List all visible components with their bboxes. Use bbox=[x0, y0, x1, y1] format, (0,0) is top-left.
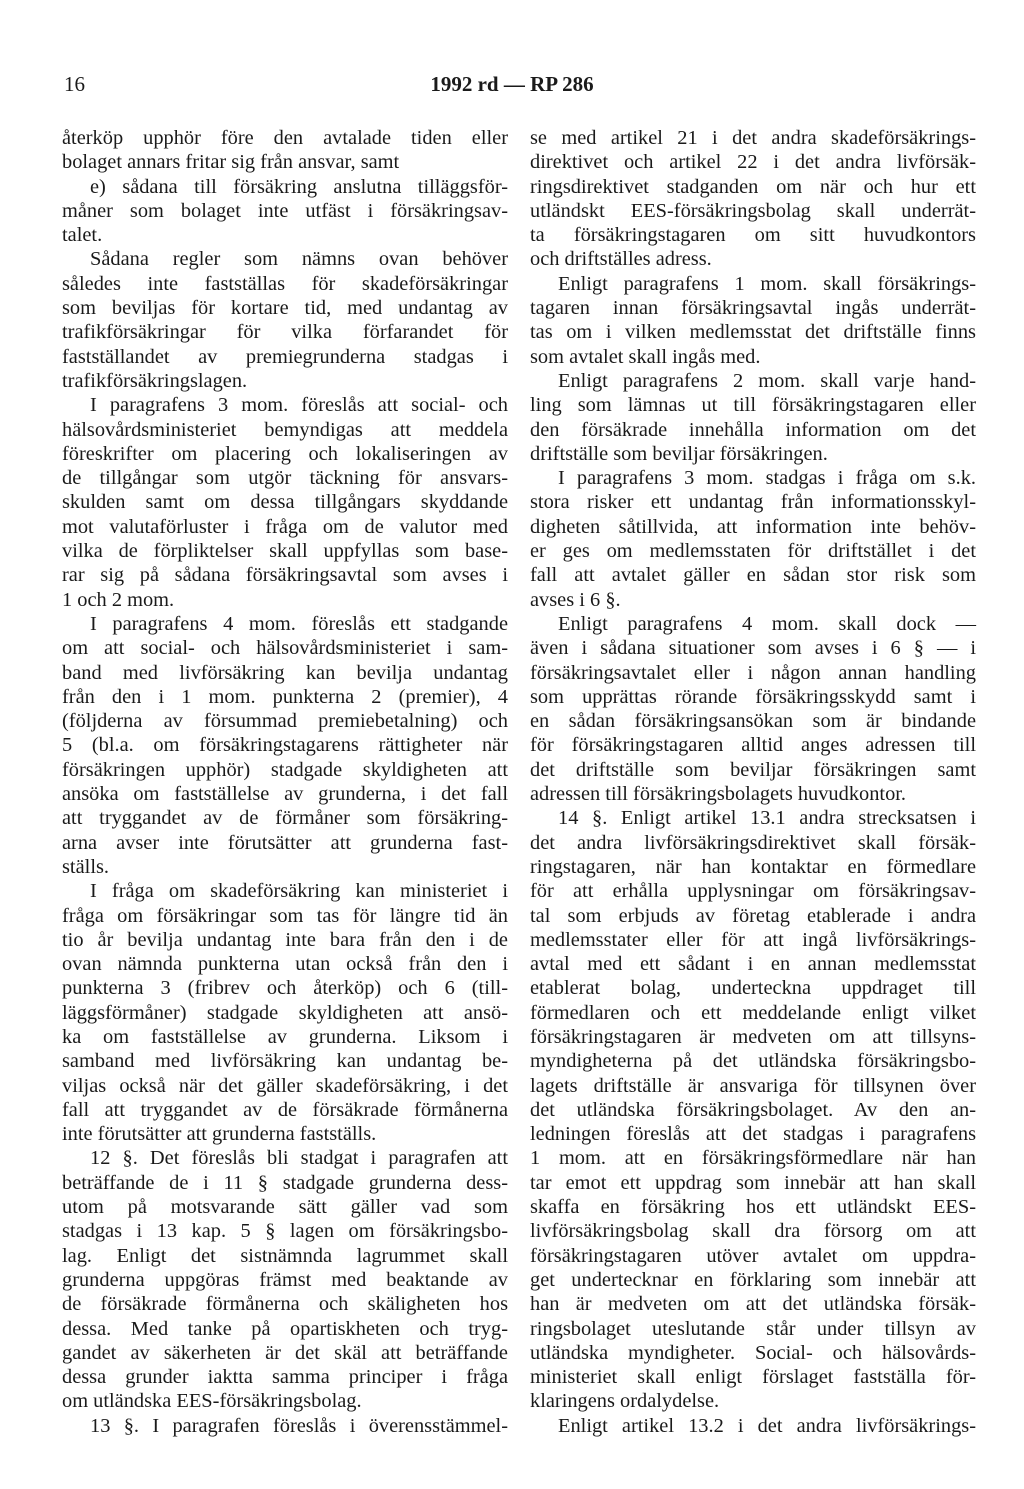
text-line: för att erhålla upplysningar om försäkringsav- bbox=[530, 880, 976, 903]
text-line: ringsbolaget uteslutande står under tillsyn av bbox=[530, 1317, 976, 1340]
text-line: ovan nämnda punkterna utan också från den i bbox=[62, 953, 508, 976]
text-line: tar emot ett uppdrag som innebär att han skall bbox=[530, 1171, 976, 1194]
text-line: Enligt paragrafens 1 mom. skall försäkrings- bbox=[558, 272, 976, 295]
text-line: han är medveten om att det utländska försäk- bbox=[530, 1293, 976, 1316]
text-line: Enligt artikel 13.2 i det andra livförsäkrings- bbox=[558, 1414, 976, 1437]
paragraph bbox=[530, 612, 976, 806]
text-line: föreskrifter om placering och lokaliseringen av bbox=[62, 442, 508, 465]
text-line: som beviljas för kortare tid, med undantag av bbox=[62, 297, 508, 320]
text-line: som upprättas rörande försäkringsskydd samt i bbox=[530, 685, 976, 708]
text-line: get undertecknar en förklaring som innebär att bbox=[530, 1268, 976, 1291]
text-line: läggsförmåner) stadgade skyldigheten att ansö- bbox=[62, 1001, 508, 1024]
text-line: klaringens ordalydelse. bbox=[530, 1390, 720, 1413]
paragraph bbox=[62, 879, 508, 1146]
right-column bbox=[530, 126, 976, 1438]
text-line: dessa. Med tanke på opartiskheten och tryg- bbox=[62, 1317, 508, 1340]
text-line: försäkringen upphör) stadgade skyldigheten att bbox=[62, 758, 508, 781]
text-line: band med livförsäkring kan bevilja undantag bbox=[62, 661, 508, 684]
page-number: 16 bbox=[64, 72, 85, 96]
text-line: samband med livförsäkring kan undantag be- bbox=[62, 1050, 508, 1073]
text-line: adressen till försäkringsbolagets huvudkontor. bbox=[530, 783, 907, 806]
text-line: I paragrafens 4 mom. föreslås ett stadgande bbox=[90, 612, 508, 635]
paragraph bbox=[62, 1146, 508, 1413]
text-line: och driftställes adress. bbox=[530, 248, 712, 271]
text-line: trafikförsäkringar för vilka förfarandet för bbox=[62, 321, 508, 344]
text-line: ling som lämnas ut till försäkringstagaren eller bbox=[530, 394, 976, 417]
paragraph bbox=[530, 369, 976, 466]
text-line: utländskt EES-försäkringsbolag skall underrät- bbox=[530, 199, 976, 222]
text-line: trafikförsäkringslagen. bbox=[62, 369, 248, 392]
text-line: det utländska försäkringsbolaget. Av den an- bbox=[530, 1098, 976, 1121]
text-line: livförsäkringsbolag skall dra försorg om att bbox=[530, 1220, 976, 1243]
text-line: hälsovårdsministeriet bemyndigas att meddela bbox=[62, 418, 508, 441]
text-line: tagaren innan försäkringsavtal ingås underrät- bbox=[530, 297, 976, 320]
text-line: fall att tryggandet av de försäkrade förmånerna bbox=[62, 1098, 508, 1121]
text-line: etablerat bolag, underteckna uppdraget till bbox=[530, 977, 976, 1000]
text-line: stadgas i 13 kap. 5 § lagen om försäkringsbo- bbox=[62, 1220, 508, 1243]
paragraph bbox=[530, 272, 976, 369]
text-line: talet. bbox=[62, 224, 103, 247]
text-line: direktivet och artikel 22 i det andra livförsäk- bbox=[530, 151, 976, 174]
text-line: för försäkringstagaren alltid anges adressen till bbox=[530, 734, 976, 757]
text-line: vilka de förpliktelser skall uppfyllas som base- bbox=[62, 540, 508, 563]
paragraph bbox=[530, 1414, 976, 1438]
paragraph bbox=[530, 126, 976, 272]
text-line: rar sig på sådana försäkringsavtal som avses i bbox=[62, 564, 508, 587]
text-line: om utländska EES-försäkringsbolag. bbox=[62, 1390, 362, 1413]
text-line: inte förutsätter att grunderna fastställs. bbox=[62, 1123, 377, 1146]
text-line: bolaget annars fritar sig från ansvar, samt bbox=[62, 151, 400, 174]
text-line: lag. Enligt det sistnämnda lagrummet skall bbox=[62, 1244, 508, 1267]
text-line: utom på motsvarande sätt gäller vad som bbox=[62, 1196, 508, 1219]
text-line: fall att avtalet gäller en sådan stor risk som bbox=[530, 564, 976, 587]
paragraph bbox=[62, 1414, 508, 1438]
text-line: ta försäkringstagaren om sitt huvudkontors bbox=[530, 224, 976, 247]
text-line: se med artikel 21 i det andra skadeförsäkrings- bbox=[530, 127, 976, 149]
text-line: ansöka om fastställelse av grunderna, i det fall bbox=[62, 783, 508, 806]
text-line: dessa grunder iaktta samma principer i fråga bbox=[62, 1366, 508, 1389]
text-line: I paragrafens 3 mom. föreslås att social- och bbox=[90, 394, 508, 417]
paragraph bbox=[530, 806, 976, 1413]
text-line: medlemsstater eller för att ingå livförsäkrings- bbox=[530, 928, 976, 951]
text-line: 14 §. Enligt artikel 13.1 andra strecksatsen i bbox=[558, 807, 976, 830]
text-line: gandet av säkerheten är det skäl att beträffande bbox=[62, 1341, 508, 1364]
text-line: tas om i vilken medlemsstat det driftställe finns bbox=[530, 321, 976, 344]
text-line: de tillgångar som utgör täckning för ansvars- bbox=[62, 467, 508, 490]
paragraph bbox=[62, 247, 508, 393]
text-line: ledningen föreslås att det stadgas i paragrafens bbox=[530, 1123, 976, 1146]
text-line: Enligt paragrafens 4 mom. skall dock — bbox=[558, 612, 976, 635]
text-line: fråga om försäkringar som tas för längre tid än bbox=[62, 904, 508, 927]
paragraph bbox=[62, 612, 508, 879]
text-line: beträffande de i 11 § stadgade grunderna dess- bbox=[62, 1171, 508, 1194]
text-line: fastställandet av premiegrunderna stadgas i bbox=[62, 345, 508, 368]
paragraph bbox=[62, 393, 508, 612]
paragraph bbox=[62, 126, 508, 175]
text-line: även i sådana situationer som avses i 6 § — i bbox=[530, 637, 976, 660]
text-line: försäkringsavtalet eller i någon annan handling bbox=[530, 661, 976, 684]
text-line: er ges om medlemsstaten för driftstället i det bbox=[530, 540, 976, 563]
text-line: tio år bevilja undantag inte bara från den i de bbox=[62, 928, 508, 951]
left-column bbox=[62, 126, 508, 1438]
text-line: e) sådana till försäkring anslutna tilläggsför- bbox=[90, 175, 508, 198]
text-line: som avtalet skall ingås med. bbox=[530, 345, 761, 368]
text-line: avtal med ett sådant i en annan medlemsstat bbox=[530, 953, 976, 976]
text-line: 13 §. I paragrafen föreslås i överensstämmel- bbox=[90, 1414, 508, 1437]
text-line: att tryggandet av de förmåner som försäkring- bbox=[62, 807, 508, 830]
text-line: en sådan försäkringsansökan som är bindande bbox=[530, 710, 976, 733]
text-line: lagets driftställe är ansvariga för tillsynen över bbox=[530, 1074, 976, 1097]
text-line: 12 §. Det föreslås bli stadgat i paragrafen att bbox=[90, 1147, 508, 1170]
text-line: således inte fastställas för skadeförsäkringar bbox=[62, 272, 508, 295]
text-line: I fråga om skadeförsäkring kan ministeriet i bbox=[90, 880, 508, 903]
text-line: ställs. bbox=[62, 855, 110, 878]
text-line: skulden samt om dessa tillgångars skyddande bbox=[62, 491, 508, 514]
text-line: de försäkrade förmånerna och skäligheten hos bbox=[62, 1293, 508, 1316]
text-line: från den i 1 mom. punkterna 2 (premier), 4 bbox=[62, 685, 508, 708]
text-line: Enligt paragrafens 2 mom. skall varje hand- bbox=[558, 369, 976, 392]
text-line: det driftställe som beviljar försäkringen samt bbox=[530, 758, 976, 781]
text-line: digheten såtillvida, att information inte behöv- bbox=[530, 515, 976, 538]
text-line: försäkringstagaren utöver avtalet om uppdra- bbox=[530, 1244, 976, 1267]
text-line: ka om fastställelse av grunderna. Liksom i bbox=[62, 1025, 508, 1048]
text-line: Sådana regler som nämns ovan behöver bbox=[90, 248, 508, 271]
text-line: förmedlaren och ett meddelande enligt vilket bbox=[530, 1001, 976, 1024]
running-title: 1992 rd — RP 286 bbox=[430, 72, 594, 96]
text-line: den försäkrade innehålla information om det bbox=[530, 418, 976, 441]
paragraph bbox=[62, 175, 508, 248]
text-line: myndigheterna på det utländska försäkringsbo- bbox=[530, 1050, 976, 1073]
text-line: om att social- och hälsovårdsministeriet i sam- bbox=[62, 637, 508, 660]
text-line: punkterna 3 (fribrev och återköp) och 6 (till- bbox=[62, 977, 508, 1000]
text-line: skaffa en försäkring hos ett utländskt EES- bbox=[530, 1196, 976, 1219]
text-line: 1 mom. att en försäkringsförmedlare när han bbox=[530, 1147, 976, 1170]
text-line: 1 och 2 mom. bbox=[62, 588, 175, 611]
text-line: tal som erbjuds av företag etablerade i andra bbox=[530, 904, 976, 927]
text-line: avses i 6 §. bbox=[530, 588, 621, 611]
text-line: ringsdirektivet stadganden om när och hur ett bbox=[530, 175, 976, 198]
text-line: försäkringstagaren är medveten om att tillsyns- bbox=[530, 1025, 976, 1048]
page-header bbox=[0, 72, 1024, 102]
text-line: viljas också när det gäller skadeförsäkring, i det bbox=[62, 1074, 508, 1097]
text-line: (följderna av försummad premiebetalning) och bbox=[62, 710, 508, 733]
text-line: arna avser inte förutsätter att grunderna fast- bbox=[62, 831, 508, 854]
text-line: grunderna uppgöras främst med beaktande av bbox=[62, 1268, 508, 1291]
text-line: mot valutaförluster i fråga om de valutor med bbox=[62, 515, 508, 538]
text-line: 5 (bl.a. om försäkringstagarens rättigheter när bbox=[62, 734, 508, 757]
text-line: stora risker ett undantag från informationsskyl- bbox=[530, 491, 976, 514]
text-line: återköp upphör före den avtalade tiden eller bbox=[62, 127, 508, 149]
text-line: ministeriet skall enligt förslaget fastställa för- bbox=[530, 1366, 976, 1389]
text-line: måner som bolaget inte utfäst i försäkringsav- bbox=[62, 199, 508, 222]
paragraph bbox=[530, 466, 976, 612]
text-line: driftställe som beviljar försäkringen. bbox=[530, 442, 828, 465]
text-line: ringstagaren, när han kontaktar en förmedlare bbox=[530, 855, 976, 878]
text-line: det andra livförsäkringsdirektivet skall försäk- bbox=[530, 831, 976, 854]
text-line: I paragrafens 3 mom. stadgas i fråga om s.k. bbox=[558, 467, 976, 490]
text-line: utländska myndigheter. Social- och hälsovårds- bbox=[530, 1341, 976, 1364]
